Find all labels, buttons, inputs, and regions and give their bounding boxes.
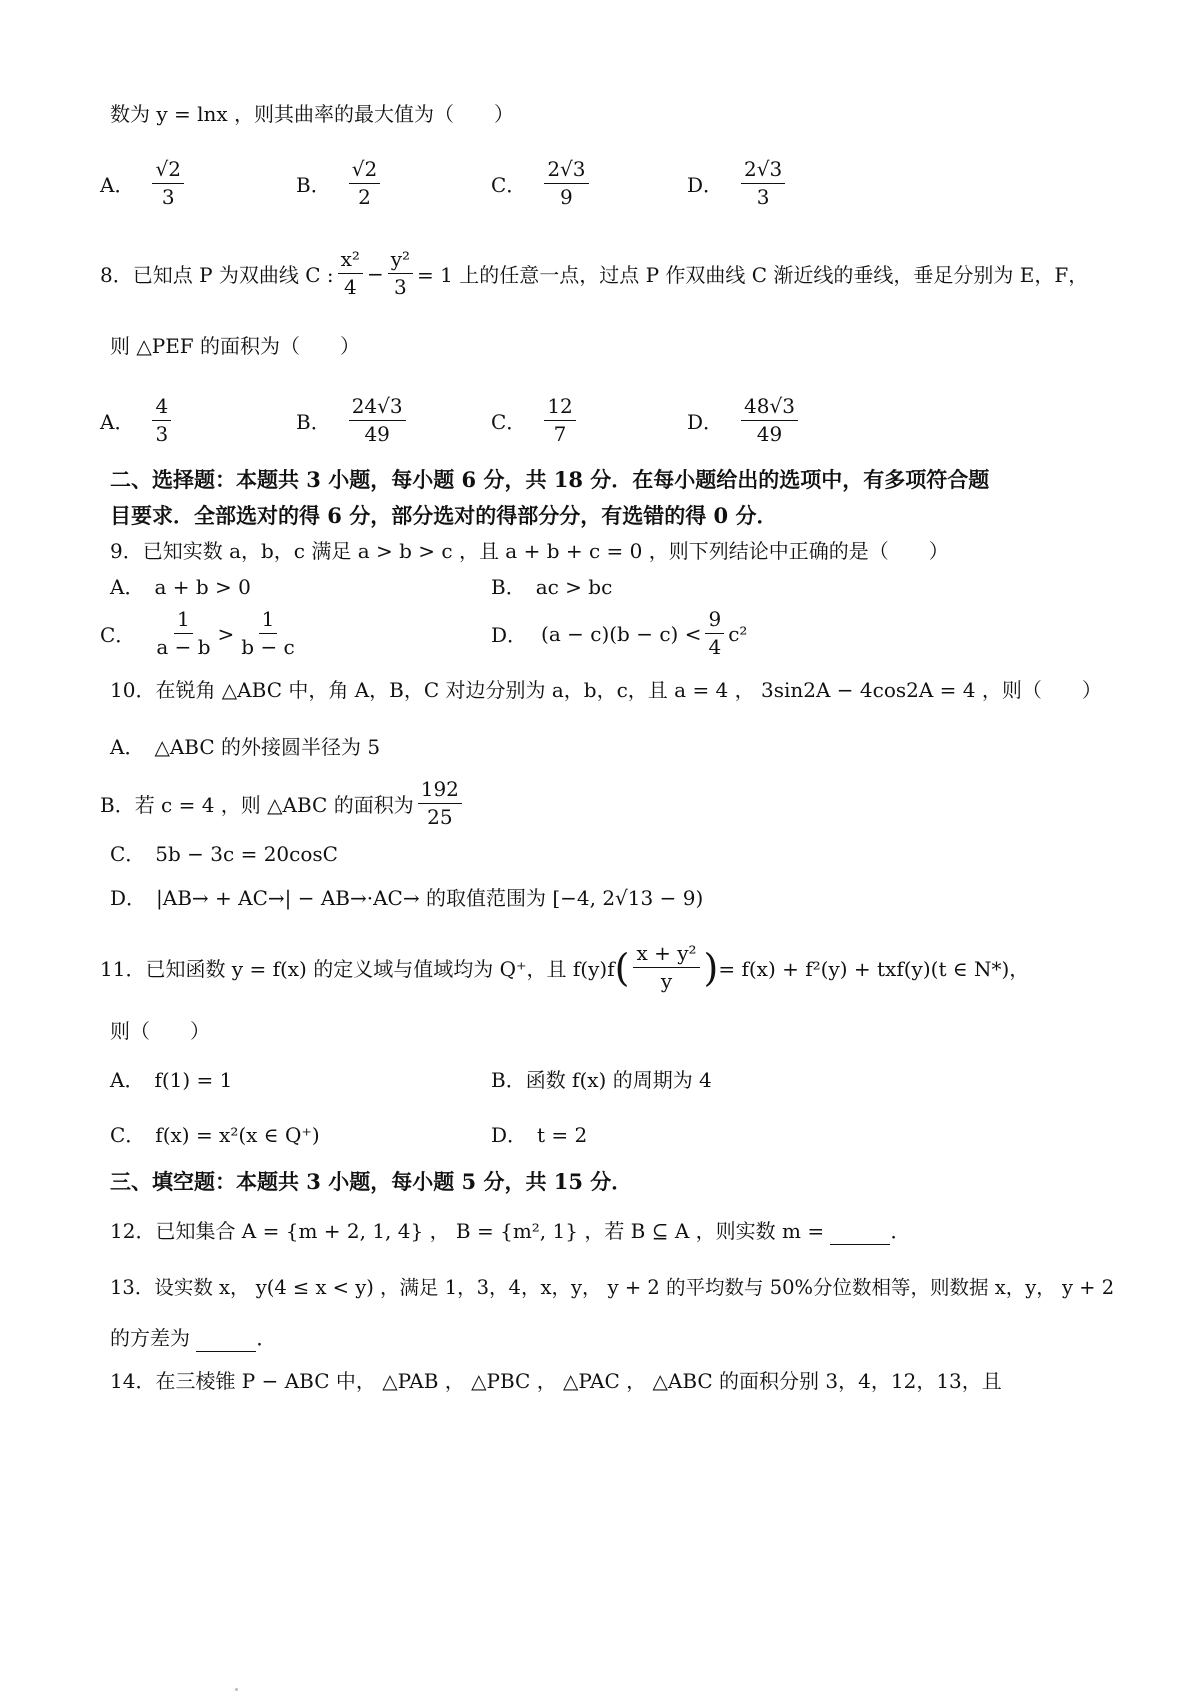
fraction: $\frac{192}{25}$ (418, 778, 462, 829)
q9-option-d (491, 608, 747, 659)
q12-text: 12．已知集合 A = {m + 2, 1, 4} ， B = {m², 1} ，若 B ⊆ A ，则实数 m = (110, 1219, 825, 1243)
fraction: $\frac{\text{y²}}{3}$ (388, 248, 413, 299)
fraction: $\frac{24√3}{49}$ (349, 395, 406, 446)
option-label: D． (491, 623, 528, 647)
q11-option-c: C． f(x) = x²(x ∈ Q⁺) (110, 1123, 320, 1147)
q10-option-c: C． 5b − 3c = 20cosC (110, 842, 338, 866)
q12-period: ． (890, 1219, 911, 1243)
section2-heading-cont: 目要求．全部选对的得 6 分，部分选对的得部分分，有选错的得 0 分． (110, 503, 778, 528)
q8-option-c (491, 395, 580, 446)
answer-blank[interactable] (196, 1333, 256, 1352)
q9-option-c (100, 608, 302, 659)
q10-option-a: A． △ABC 的外接圆半径为 5 (110, 735, 381, 759)
q14: 14．在三棱锥 P − ABC 中， △PAB ， △PBC ， △PAC ， △ABC 的面积分别 3，4，12，13，且 (110, 1369, 1002, 1393)
fraction: $\frac{2√3}{9}$ (544, 158, 588, 209)
q7-stem: 数为 y = lnx ，则其曲率的最大值为（ ） (110, 102, 515, 126)
option-label: D． (687, 410, 724, 434)
fraction: $\frac{9}{4}$ (705, 608, 724, 659)
q8-option-a (100, 395, 175, 446)
q8-stem (100, 248, 1088, 299)
section2-heading: 二、选择题：本题共 3 小题，每小题 6 分，共 18 分．在每小题给出的选项中，有多项符合题 (110, 467, 990, 492)
q11-stem (100, 942, 1029, 993)
fraction: $\frac{\text{x²}}{4}$ (338, 248, 363, 299)
fraction: $\frac{\text{x + y²}}{y}$ (633, 942, 699, 993)
option-label: A． (100, 173, 135, 197)
q11-stem-cont: 则（ ） (110, 1019, 210, 1043)
q9-stem: 9．已知实数 a，b，c 满足 a > b > c ，且 a + b + c = 0 ，则下列结论中正确的是（ ） (110, 539, 949, 563)
fraction: $\frac{2√3}{3}$ (741, 158, 785, 209)
q11-option-a: A． f(1) = 1 (110, 1068, 233, 1092)
q10-stem: 10．在锐角 △ABC 中，角 A，B，C 对边分别为 a，b，c，且 a = 4 ， 3sin2A − 4cos2A = 4 ，则（ ） (110, 678, 1102, 702)
q7-option-d (687, 158, 789, 209)
q7-option-c (491, 158, 593, 209)
option-label: C． (491, 410, 527, 434)
q8-stem-part: 8．已知点 P 为双曲线 C : (100, 263, 334, 287)
q11-option-b: B．函数 f(x) 的周期为 4 (491, 1068, 712, 1092)
fraction: $\frac{1}{a - b}$ (156, 607, 211, 659)
fraction: $\frac{12}{7}$ (544, 395, 575, 446)
q12 (110, 1217, 910, 1245)
q8-stem-cont: 则 △PEF 的面积为（ ） (110, 334, 361, 358)
q10-b-text: B．若 c = 4 ，则 △ABC 的面积为 (100, 793, 414, 817)
option-label: D． (687, 173, 724, 197)
q8-stem-part: = 1 上的任意一点，过点 P 作双曲线 C 渐近线的垂线，垂足分别为 E，F， (417, 263, 1089, 287)
q11-stem-part: = f(x) + f²(y) + txf(y)(t ∈ N*)， (718, 957, 1030, 981)
fraction: $\frac{1}{b - c}$ (241, 607, 295, 659)
fraction: $\frac{48√3}{49}$ (741, 395, 798, 446)
q13-line2 (110, 1324, 276, 1352)
q10-option-d: D． |AB→ + AC→| − AB→·AC→ 的取值范围为 [−4, 2√13 − 9) (110, 886, 704, 910)
paren-left: ( (614, 945, 630, 990)
q9-option-b: B． ac > bc (491, 575, 613, 599)
option-label: B． (296, 410, 331, 434)
greater-sign: > (217, 621, 235, 646)
q11-stem-part: 11．已知函数 y = f(x) 的定义域与值域均为 Q⁺，且 f(y)f (100, 957, 615, 981)
fraction: $\frac{√2}{2}$ (349, 158, 380, 209)
option-label: C． (491, 173, 527, 197)
option-label: A． (100, 410, 135, 434)
fraction: $\frac{4}{3}$ (152, 395, 171, 446)
q8-option-b (296, 395, 410, 446)
q9-option-a: A． a + b > 0 (110, 575, 251, 599)
q9-d-tail: c² (728, 621, 748, 646)
q7-option-b (296, 158, 384, 209)
minus-sign: − (366, 261, 384, 286)
q10-option-b (100, 778, 466, 829)
fraction: $\frac{√2}{3}$ (152, 158, 183, 209)
q13-line1: 13．设实数 x， y(4 ≤ x < y) ，满足 1，3，4，x，y， y + 2 的平均数与 50%分位数相等，则数据 x，y， y + 2 (110, 1276, 1115, 1299)
q9-d-expr: (a − c)(b − c) < (541, 621, 702, 646)
q13-period: ． (256, 1326, 277, 1350)
option-label: C． (100, 623, 136, 647)
section3-heading: 三、填空题：本题共 3 小题，每小题 5 分，共 15 分． (110, 1169, 633, 1194)
q8-option-d (687, 395, 802, 446)
q13-text: 的方差为 (110, 1326, 190, 1350)
answer-blank[interactable] (830, 1226, 890, 1245)
option-label: B． (296, 173, 331, 197)
page-dot (235, 1688, 238, 1691)
q11-option-d: D． t = 2 (491, 1123, 588, 1147)
q7-option-a (100, 158, 188, 209)
paren-right: ) (703, 945, 719, 990)
